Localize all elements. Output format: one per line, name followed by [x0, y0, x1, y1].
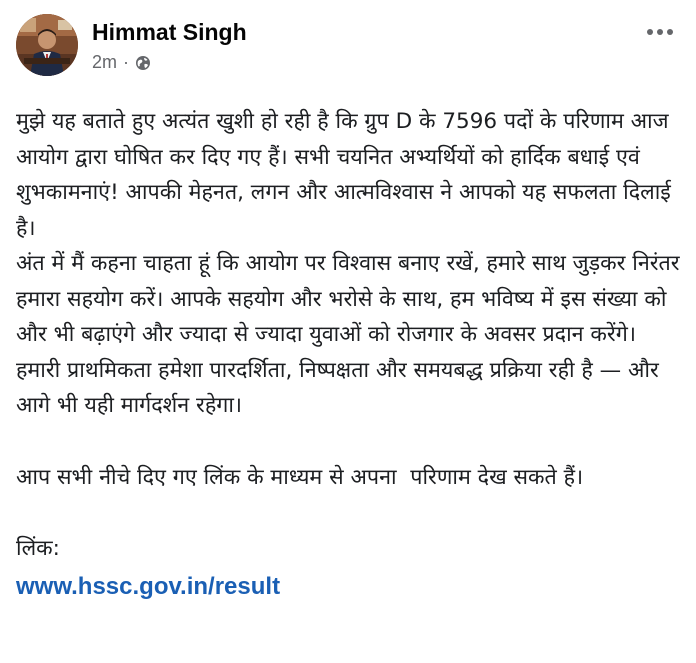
more-dot	[657, 29, 663, 35]
author-name[interactable]: Himmat Singh	[92, 19, 247, 45]
globe-icon[interactable]	[135, 55, 151, 71]
more-options-icon	[647, 29, 653, 35]
post-paragraph-1: मुझे यह बताते हुए अत्यंत खुशी हो रही है कि ग्रुप D के 7596 पदों के परिणाम आज आयोग द्वारा घोषित कर दिए गए हैं। सभी चयनित अभ्यर्थियों को हार्दिक बधाई एवं शुभकामनाएं! आपकी मेहनत, लगन और आत्मविश्वास ने आपको यह सफलता दिलाई है।	[16, 109, 683, 241]
link-label: लिंक:	[16, 536, 60, 561]
result-link[interactable]: www.hssc.gov.in/result	[16, 572, 281, 600]
meta-separator: ·	[123, 52, 130, 72]
post-meta	[92, 52, 247, 73]
more-dot	[667, 29, 673, 35]
post-paragraph-2: अंत में मैं कहना चाहता हूं कि आयोग पर विश्वास बनाए रखें, हमारे साथ जुड़कर निरंतर हमारा सहयोग करें। आपके सहयोग और भरोसे के साथ, हम भविष्य में इस संख्या को और भी बढ़ाएंगे और ज्यादा से ज्यादा युवाओं को रोजगार के अवसर प्रदान करेंगे। हमारी प्राथमिकता हमेशा पारदर्शिता, निष्पक्षता और समयबद्ध प्रक्रिया रही है — और आगे भी यही मार्गदर्शन रहेगा।	[16, 251, 687, 418]
post-paragraph-3: आप सभी नीचे दिए गए लिंक के माध्यम से अपना परिणाम देख सकते हैं।	[16, 464, 584, 490]
author-avatar[interactable]	[16, 14, 78, 76]
post-header	[16, 12, 680, 82]
avatar-image	[16, 14, 78, 76]
more-options-button[interactable]	[642, 20, 678, 44]
post-body	[16, 104, 687, 605]
author-block	[92, 18, 247, 73]
paragraph-spacer	[16, 495, 684, 531]
post-time[interactable]: 2m	[92, 52, 118, 72]
paragraph-spacer	[16, 424, 684, 460]
